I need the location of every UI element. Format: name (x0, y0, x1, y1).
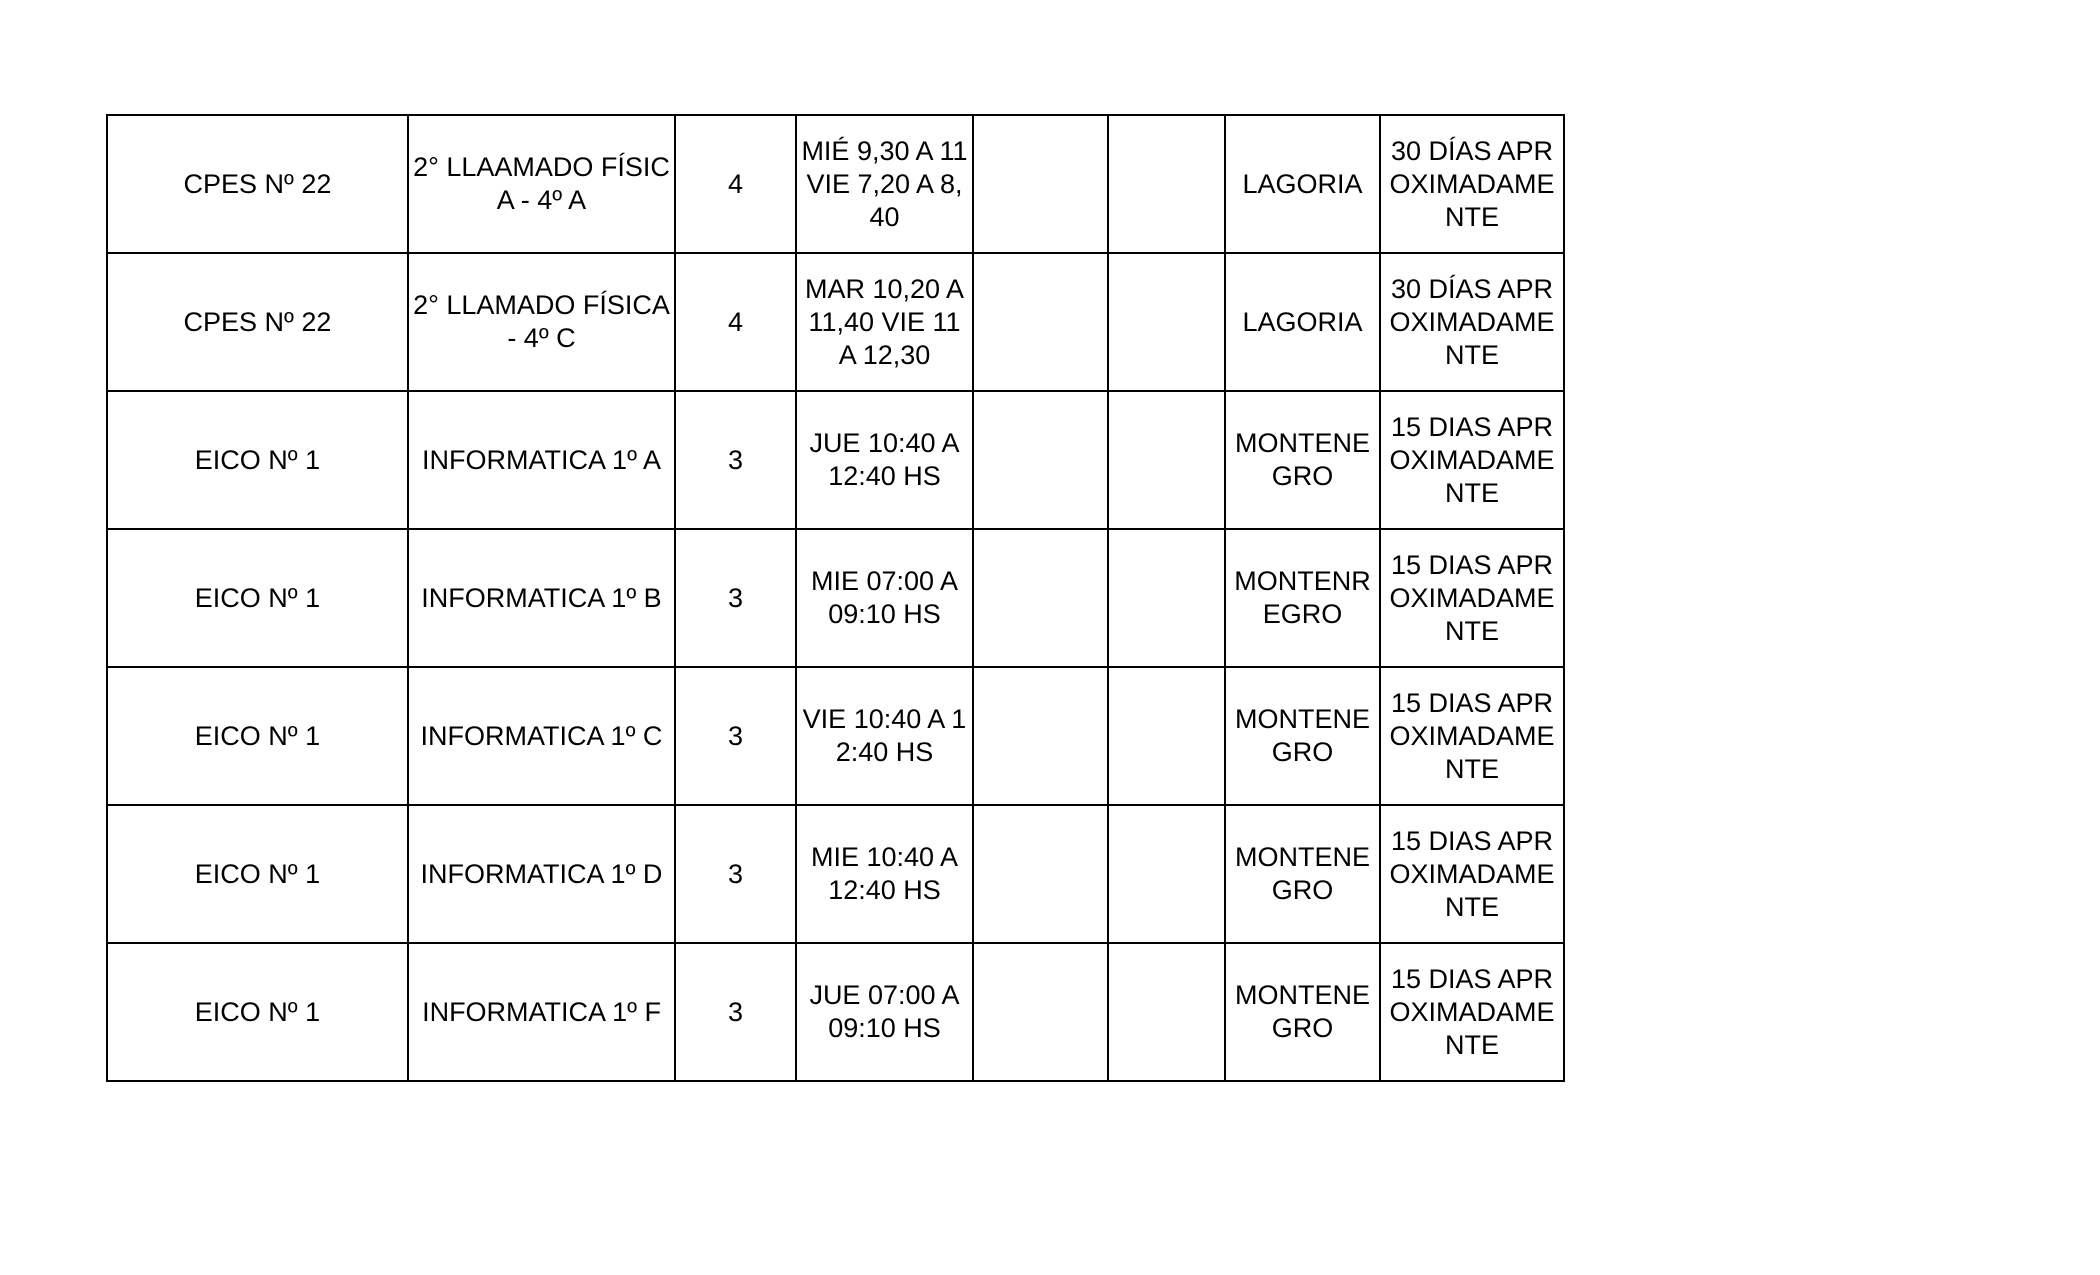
duration-cell: 30 DÍAS APROXIMADAMENTE (1380, 115, 1564, 253)
empty-cell (1108, 391, 1225, 529)
duration-cell: 15 DIAS APROXIMADAMENTE (1380, 529, 1564, 667)
table-row (107, 805, 1564, 943)
empty-cell (973, 253, 1108, 391)
schedule-table (106, 114, 1565, 1082)
subject-cell: INFORMATICA 1º A (408, 391, 675, 529)
institution-cell: EICO Nº 1 (107, 805, 408, 943)
teacher-cell: MONTENEGRO (1225, 391, 1380, 529)
empty-cell (1108, 529, 1225, 667)
empty-cell (973, 943, 1108, 1081)
empty-cell (973, 391, 1108, 529)
schedule-cell: VIE 10:40 A 12:40 HS (796, 667, 973, 805)
teacher-cell: MONTENEGRO (1225, 667, 1380, 805)
institution-cell: EICO Nº 1 (107, 943, 408, 1081)
institution-cell: EICO Nº 1 (107, 529, 408, 667)
institution-cell: CPES Nº 22 (107, 115, 408, 253)
subject-cell: INFORMATICA 1º F (408, 943, 675, 1081)
schedule-cell: JUE 10:40 A 12:40 HS (796, 391, 973, 529)
table-row (107, 943, 1564, 1081)
duration-cell: 15 DIAS APROXIMADAMENTE (1380, 805, 1564, 943)
schedule-cell: MIÉ 9,30 A 11 VIE 7,20 A 8,40 (796, 115, 973, 253)
subject-cell: INFORMATICA 1º C (408, 667, 675, 805)
duration-cell: 15 DIAS APROXIMADAMENTE (1380, 391, 1564, 529)
schedule-cell: MIE 10:40 A 12:40 HS (796, 805, 973, 943)
teacher-cell: MONTENEGRO (1225, 943, 1380, 1081)
empty-cell (973, 529, 1108, 667)
empty-cell (1108, 805, 1225, 943)
table-row (107, 529, 1564, 667)
institution-cell: EICO Nº 1 (107, 667, 408, 805)
teacher-cell: LAGORIA (1225, 253, 1380, 391)
empty-cell (1108, 115, 1225, 253)
teacher-cell: MONTENREGRO (1225, 529, 1380, 667)
duration-cell: 15 DIAS APROXIMADAMENTE (1380, 667, 1564, 805)
hours-cell: 4 (675, 253, 796, 391)
hours-cell: 3 (675, 667, 796, 805)
empty-cell (1108, 667, 1225, 805)
subject-cell: 2° LLAAMADO FÍSICA - 4º A (408, 115, 675, 253)
empty-cell (973, 667, 1108, 805)
duration-cell: 15 DIAS APROXIMADAMENTE (1380, 943, 1564, 1081)
hours-cell: 3 (675, 529, 796, 667)
schedule-cell: MAR 10,20 A 11,40 VIE 11 A 12,30 (796, 253, 973, 391)
hours-cell: 3 (675, 391, 796, 529)
subject-cell: INFORMATICA 1º D (408, 805, 675, 943)
institution-cell: CPES Nº 22 (107, 253, 408, 391)
empty-cell (973, 805, 1108, 943)
schedule-cell: MIE 07:00 A 09:10 HS (796, 529, 973, 667)
hours-cell: 3 (675, 943, 796, 1081)
subject-cell: INFORMATICA 1º B (408, 529, 675, 667)
table-row (107, 253, 1564, 391)
table-row (107, 667, 1564, 805)
hours-cell: 4 (675, 115, 796, 253)
table-row (107, 115, 1564, 253)
subject-cell: 2° LLAMADO FÍSICA - 4º C (408, 253, 675, 391)
empty-cell (1108, 943, 1225, 1081)
empty-cell (973, 115, 1108, 253)
table-row (107, 391, 1564, 529)
teacher-cell: MONTENEGRO (1225, 805, 1380, 943)
schedule-cell: JUE 07:00 A 09:10 HS (796, 943, 973, 1081)
teacher-cell: LAGORIA (1225, 115, 1380, 253)
duration-cell: 30 DÍAS APROXIMADAMENTE (1380, 253, 1564, 391)
empty-cell (1108, 253, 1225, 391)
institution-cell: EICO Nº 1 (107, 391, 408, 529)
hours-cell: 3 (675, 805, 796, 943)
